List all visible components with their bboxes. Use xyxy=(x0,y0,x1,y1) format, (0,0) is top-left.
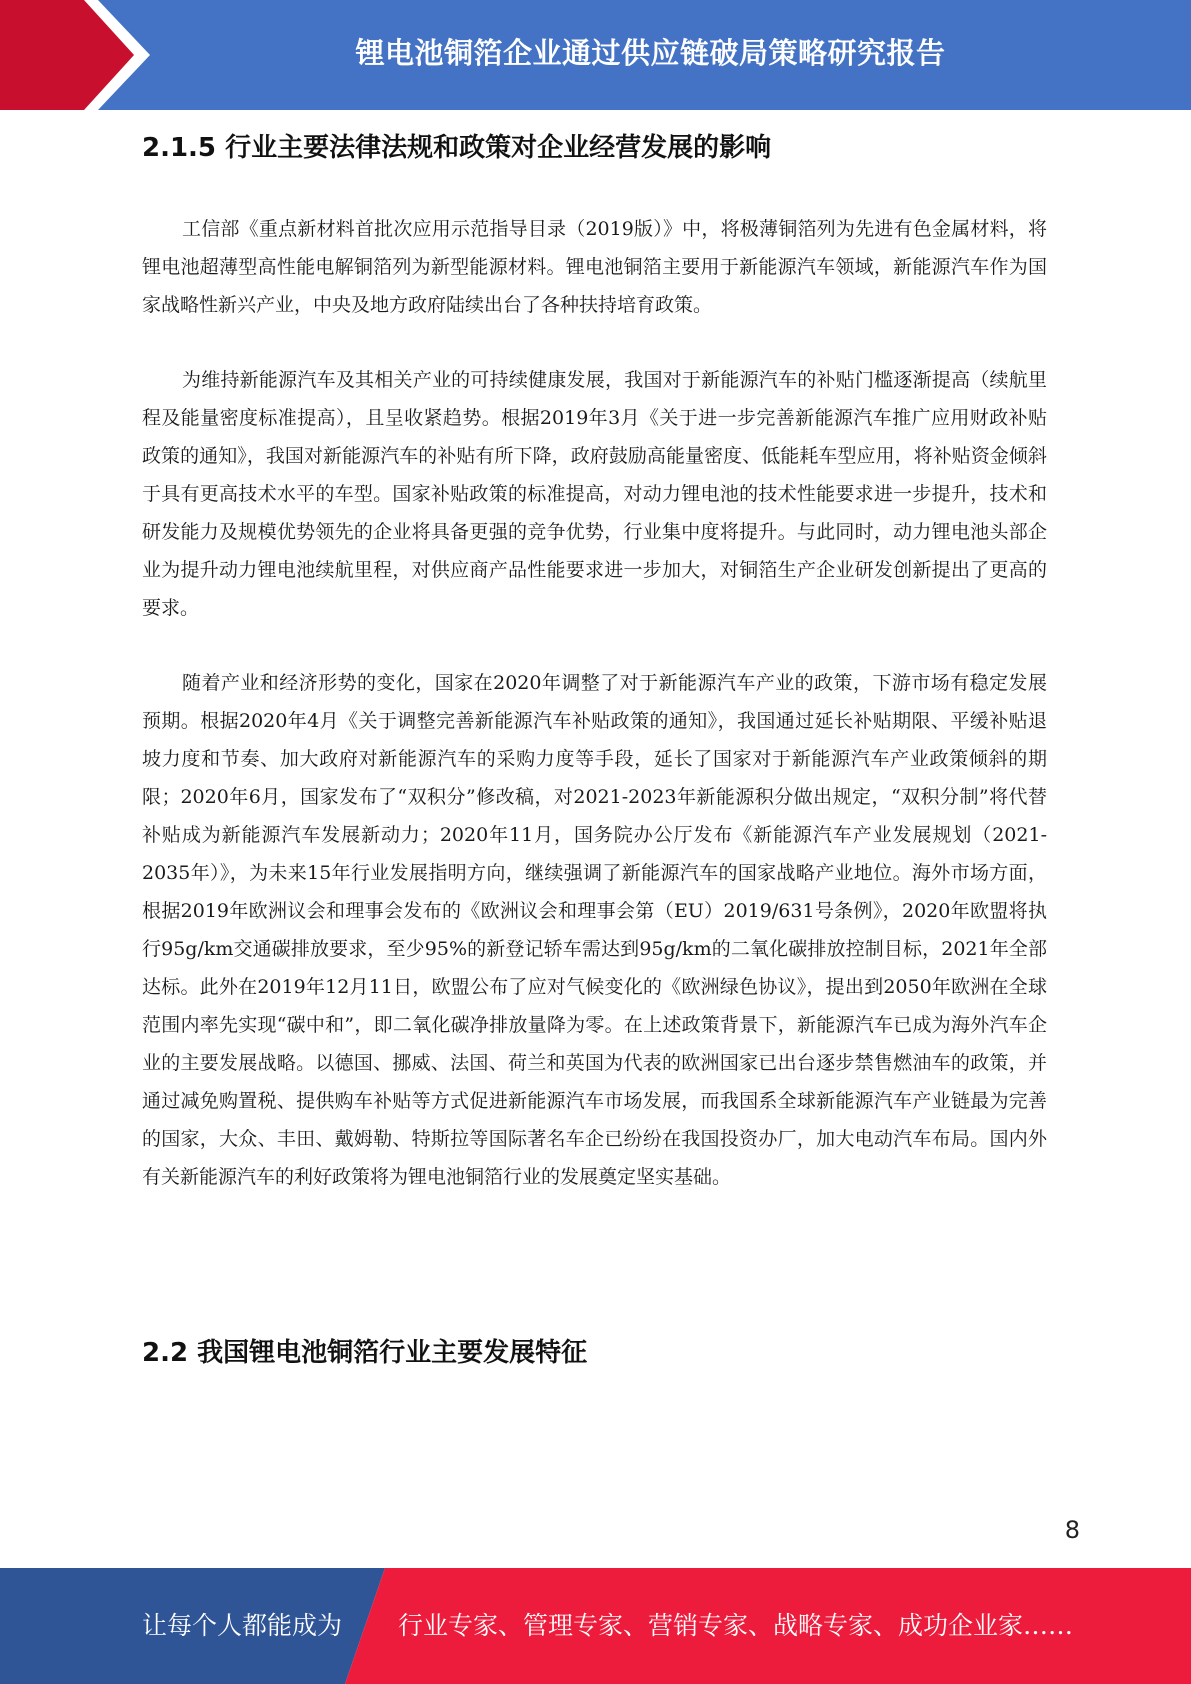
document-body xyxy=(142,128,1047,1233)
section-heading-2-2: 2.2 我国锂电池铜箔行业主要发展特征 xyxy=(142,1338,588,1368)
header-red-chevron xyxy=(0,0,134,110)
section-heading-2-1-5: 2.1.5 行业主要法律法规和政策对企业经营发展的影响 xyxy=(142,133,772,163)
paragraph-2: 为维持新能源汽车及其相关产业的可持续健康发展，我国对于新能源汽车的补贴门槛逐渐提高（续航里程及能量密度标准提高），且呈收紧趋势。根据2019年3月《关于进一步完善新能源汽车推广应用财政补贴政策的通知》，我国对新能源汽车的补贴有所下降，政府鼓励高能量密度、低能耗车型应用，将补贴资金倾斜于具有更高技术水平的车型。国家补贴政策的标准提高，对动力锂电池的技术性能要求进一步提升，技术和研发能力及规模优势领先的企业将具备更强的竞争优势，行业集中度将提升。与此同时，动力锂电池头部企业为提升动力锂电池续航里程，对供应商产品性能要求进一步加大，对铜箔生产企业研发创新提出了更高的要求。 xyxy=(142,369,1047,619)
footer-slogan-right: 行业专家、管理专家、营销专家、战略专家、成功企业家…… xyxy=(398,1611,1074,1640)
footer-slogan-left: 让每个人都能成为 xyxy=(142,1611,343,1640)
paragraph-1: 工信部《重点新材料首批次应用示范指导目录（2019版）》中，将极薄铜箔列为先进有色金属材料，将锂电池超薄型高性能电解铜箔列为新型能源材料。锂电池铜箔主要用于新能源汽车领域，新能源汽车作为国家战略性新兴产业，中央及地方政府陆续出台了各种扶持培育政策。 xyxy=(142,218,1047,316)
header-title: 锂电池铜箔企业通过供应链破局策略研究报告 xyxy=(355,36,946,70)
page-footer xyxy=(0,1568,1191,1684)
page-header xyxy=(0,0,1191,110)
paragraph-3: 随着产业和经济形势的变化，国家在2020年调整了对于新能源汽车产业的政策，下游市场有稳定发展预期。根据2020年4月《关于调整完善新能源汽车补贴政策的通知》，我国通过延长补贴期限、平缓补贴退坡力度和节奏、加大政府对新能源汽车的采购力度等手段，延长了国家对于新能源汽车产业政策倾斜的期限；2020年6月，国家发布了“双积分”修改稿，对2021-2023年新能源积分做出规定，“双积分制”将代替补贴成为新能源汽车发展新动力；2020年11月，国务院办公厅发布《新能源汽车产业发展规划（2021-2035年）》，为未来15年行业发展指明方向，继续强调了新能源汽车的国家战略产业地位。海外市场方面，根据2019年欧洲议会和理事会发布的《欧洲议会和理事会第（EU）2019/631号条例》，2020年欧盟将执行95g/km交通碳排放要求，至少95%的新登记轿车需达到95g/km的二氧化碳排放控制目标，2021年全部达标。此外在2019年12月11日，欧盟公布了应对气候变化的《欧洲绿色协议》，提出到2050年欧洲在全球范围内率先实现“碳中和”，即二氧化碳净排放量降为零。在上述政策背景下，新能源汽车已成为海外汽车企业的主要发展战略。以德国、挪威、法国、荷兰和英国为代表的欧洲国家已出台逐步禁售燃油车的政策，并通过减免购置税、提供购车补贴等方式促进新能源汽车市场发展，而我国系全球新能源汽车产业链最为完善的国家，大众、丰田、戴姆勒、特斯拉等国际著名车企已纷纷在我国投资办厂，加大电动汽车布局。国内外有关新能源汽车的利好政策将为锂电池铜箔行业的发展奠定坚实基础。 xyxy=(142,672,1047,1188)
page-number: 8 xyxy=(1064,1516,1080,1544)
